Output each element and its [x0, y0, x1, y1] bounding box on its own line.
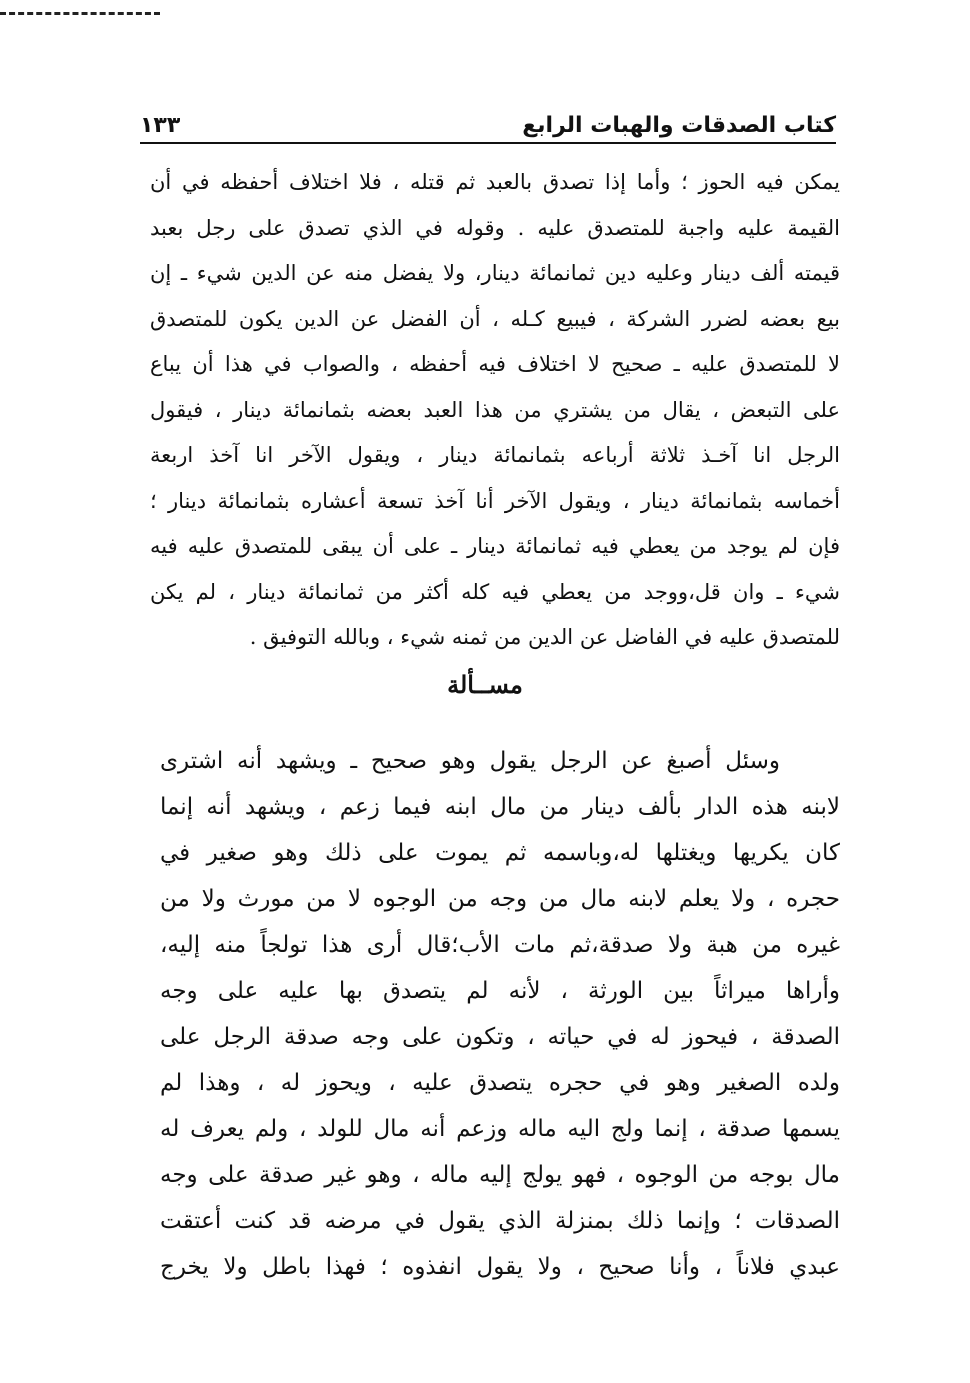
text-line: مال بوجه من الوجوه ، فهو يولج إليه ماله ، وهو غير صدقة على وجه — [160, 1162, 840, 1188]
scan-edge-marks — [0, 12, 160, 19]
text-line: وأراها ميراثاً بين الورثة ، لأنه لم يتصدق بها عليه على وجه — [160, 978, 840, 1004]
text-line: عبدي فلاناً ، وأنا صحيح ، ولا يقول انفذوه ؛ فهذا باطل ولا يخرج — [160, 1254, 840, 1280]
text-line: ولده الصغير وهو في حجره يتصدق عليه ، ويحوز له ، وهذا لم — [160, 1070, 840, 1096]
text-line: قيمته ألف دينار وعليه دين ثمانمائة دينار، ولا يفضل منه عن الدين شيء ـ إن — [150, 261, 840, 285]
running-header — [140, 98, 836, 138]
text-line: لابنه هذه الدار بألف دينار من مال ابنه فيما زعم ، ويشهد أنه إنما — [160, 794, 840, 820]
text-line: للمتصدق عليه في الفاضل عن الدين من ثمنه شيء ، وبالله التوفيق . — [249, 625, 840, 649]
page-number: ١٣٣ — [140, 113, 181, 138]
paragraph-1 — [150, 160, 840, 661]
text-line: بيع بعضه لضرر الشركة ، فيبيع كـله ، أن الفضل عن الدين يكون للمتصدق — [150, 306, 840, 331]
text-line: يسمها صدقة ، إنما ولج اليه ماله وزعم أنه مال للولد ، ولم يعرف له — [160, 1116, 840, 1142]
text-line: على التبعض ، يقال من يشتري من هذا العبد بعضه بثمانمائة دينار ، فيقول — [150, 397, 840, 422]
text-line: وسئل أصبغ عن الرجل يقول وهو صحيح ـ ويشهد أنه اشترى — [160, 748, 780, 774]
text-line: الصدقات ؛ وإنما ذلك بمنزلة الذي يقول في مرضه قد كنت أعتقت — [160, 1208, 840, 1234]
text-line: الرجل انا آخـذ ثلاثة أرباعه بثمانمائة دينار ، ويقول الآخر انا آخذ اربعة — [150, 443, 840, 467]
header-divider — [140, 142, 836, 144]
text-line: كان يكريها ويغتلها له،وباسمه ثم يموت على ذلك وهو صغير في — [160, 840, 840, 866]
section-title: مســألة — [447, 670, 523, 699]
header-title: كتاب الصدقات والهبات الرابع — [522, 113, 836, 138]
text-line: لا للمتصدق عليه ـ صحيح لا اختلاف فيه أحفظه ، والصواب في هذا أن يباع — [150, 352, 840, 376]
text-line: غيره من هبة ولا صدقة،ثم مات الأب؛قال أرى هذا تولجاً منه إليه، — [160, 932, 840, 958]
text-line: حجره ، ولا يعلم لابنه مال من وجه من الوجوه لا من مورث ولا من — [160, 886, 840, 912]
text-line: يمكن فيه الحوز ؛ وأما إذا تصدق بالعبد ثم قتله ، فلا اختلاف أحفظه في أن — [150, 170, 840, 194]
paragraph-2 — [160, 738, 840, 1290]
text-line: أخماسه بثمانمائة دينار ، ويقول الآخر أنا آخذ تسعة أعشاره بثمانمائة دينار ؛ — [150, 488, 840, 513]
text-line: فإن لم يوجد من يعطي فيه ثمانمائة دينار ـ على أن يبقى للمتصدق عليه فيه — [150, 534, 840, 558]
text-line: الصدقة ، فيحوز له في حياته ، وتكون على وجه صدقة الرجل على — [160, 1024, 840, 1050]
text-line: شيء ـ وان قل،ووجد من يعطي فيه كله أكثر من ثمانمائة دينار ، لم يكن — [150, 579, 840, 604]
text-line: القيمة عليه واجبة للمتصدق عليه . وقوله في الذي تصدق على رجل بعبد — [150, 215, 840, 240]
